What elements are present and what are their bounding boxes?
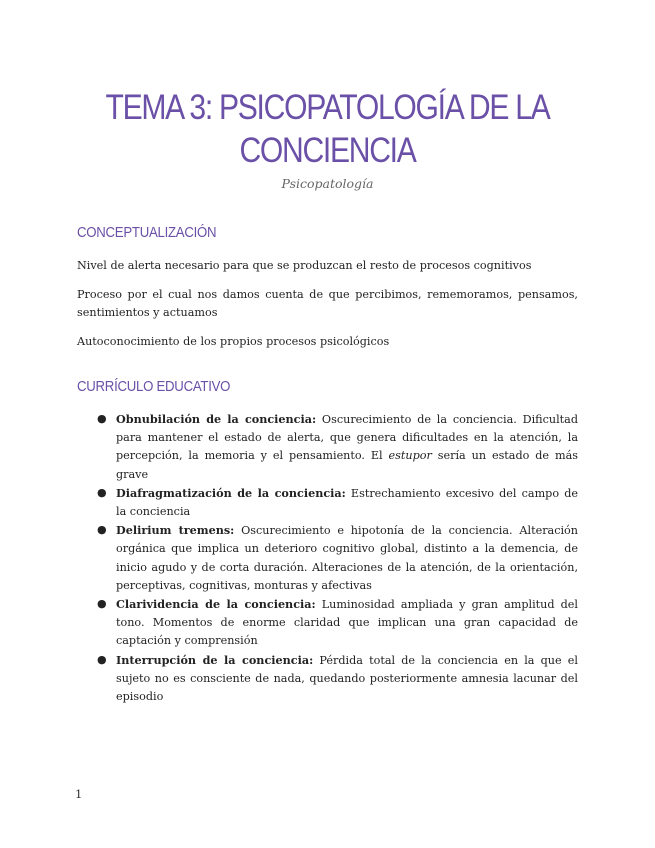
- bullet-icon: ●: [97, 412, 107, 425]
- definition-text: Oscurecimiento de la conciencia. Dificultad para mantener el estado de alerta, que genera dificultades en la atención, la percepción, la memoria y el pensamiento. El: [116, 413, 578, 463]
- term: Clarividencia de la conciencia:: [116, 597, 316, 612]
- bullet-icon: ●: [97, 523, 107, 537]
- term: Delirium tremens:: [116, 523, 235, 538]
- paragraph-3: Autoconocimiento de los propios procesos psicológicos: [77, 335, 390, 348]
- term: Interrupción de la conciencia:: [116, 652, 314, 667]
- term: Diafragmatización de la conciencia:: [116, 485, 346, 500]
- emphasis-text: estupor: [388, 449, 432, 463]
- term: Obnubilación de la conciencia:: [116, 412, 317, 426]
- list-item: [77, 521, 578, 595]
- document-subtitle: Psicopatología: [281, 176, 374, 191]
- definition-text: Oscurecimiento e hipotonía de la conciencia. Alteración orgánica que implica un deterioro cognitivo global, distinto a la demencia, de inicio agudo y de corta duración. Alteraciones de la atención, de la orientación, perceptivas, cognitivas, monturas y afectivas: [116, 524, 578, 592]
- bullet-icon: ●: [97, 485, 107, 499]
- bullet-icon: ●: [97, 652, 107, 666]
- paragraph-1: Nivel de alerta necesario para que se produzcan el resto de procesos cognitivos: [77, 259, 532, 272]
- page-number: 1: [75, 787, 83, 801]
- bullet-icon: ●: [97, 597, 107, 611]
- definition-text: Pérdida total de la conciencia en la que el sujeto no es consciente de nada, quedando posteriormente amnesia lacunar del episodio: [116, 653, 578, 704]
- list-item: [77, 651, 578, 707]
- section-heading-curriculo: CURRÍCULO EDUCATIVO: [77, 378, 231, 395]
- document-title: TEMA 3: PSICOPATOLOGÍA DE LA CONCIENCIA: [105, 88, 550, 170]
- section-heading-conceptualizacion: CONCEPTUALIZACIÓN: [77, 224, 217, 241]
- paragraph-2: Proceso por el cual nos damos cuenta de que percibimos, rememoramos, pensamos, sentimientos y actuamos: [77, 288, 578, 319]
- definitions-list: [77, 410, 578, 706]
- list-item: [77, 484, 578, 521]
- definition-text: Estrechamiento excesivo del campo de la conciencia: [116, 486, 578, 519]
- definition-text-end: sería un estado de más grave: [116, 449, 578, 481]
- definition-text: Luminosidad ampliada y gran amplitud del tono. Momentos de enorme claridad que implican una gran capacidad de captación y comprensión: [116, 598, 578, 648]
- list-item: [77, 410, 578, 484]
- list-item: [77, 595, 578, 651]
